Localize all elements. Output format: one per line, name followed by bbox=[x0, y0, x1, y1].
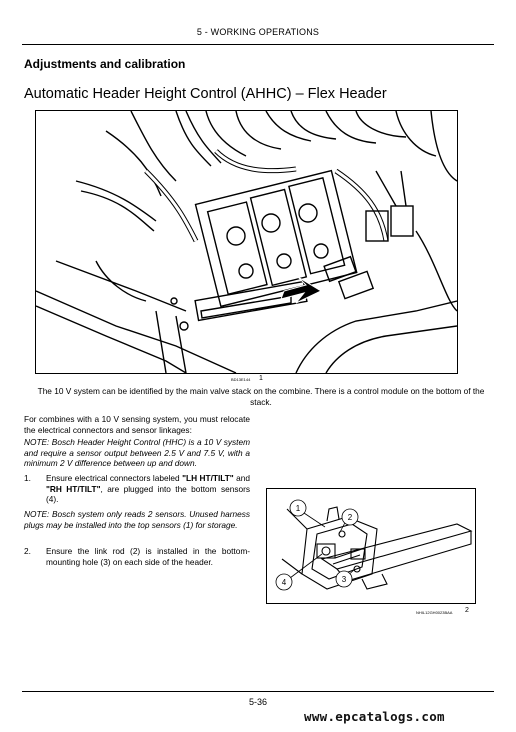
note-bosch-sensors: NOTE: Bosch system only reads 2 sensors. Unused harness plugs may be installed into the top sensors (1) for storage. bbox=[24, 509, 250, 530]
figure2-id: NHIL12GH0023BAA bbox=[416, 610, 453, 615]
callout-4: 4 bbox=[281, 578, 287, 587]
step-1-text-c: , are plugged into the bottom sensors (4). bbox=[46, 483, 250, 504]
callout-2: 2 bbox=[347, 513, 353, 522]
figure1-caption: The 10 V system can be identified by the main valve stack on the combine. There is a control module on the bottom of the stack. bbox=[37, 386, 485, 407]
header-rule bbox=[22, 44, 494, 45]
figure2-number: 2 bbox=[465, 607, 469, 614]
watermark: www.epcatalogs.com bbox=[304, 709, 445, 724]
callout-3: 3 bbox=[341, 575, 347, 584]
figure1-number: 1 bbox=[259, 375, 263, 382]
intro-paragraph: For combines with a 10 V sensing system, you must relocate the electrical connectors and sensor linkages: bbox=[24, 414, 250, 435]
callout-1: 1 bbox=[295, 504, 301, 513]
step-2-number: 2. bbox=[24, 546, 31, 556]
valve-stack-illustration bbox=[36, 111, 457, 373]
step-2 bbox=[24, 546, 250, 567]
step-1-text-a: Ensure electrical connectors labeled bbox=[46, 473, 183, 483]
figure-valve-stack bbox=[35, 110, 458, 374]
page-number: 5-36 bbox=[248, 697, 267, 707]
chapter-header: 5 - WORKING OPERATIONS bbox=[196, 27, 320, 37]
step-1 bbox=[24, 473, 250, 505]
section-title: Adjustments and calibration bbox=[24, 57, 186, 71]
figure-sensor-linkage bbox=[266, 488, 476, 604]
page-title: Automatic Header Height Control (AHHC) – Flex Header bbox=[24, 86, 387, 102]
step-2-text: Ensure the link rod (2) is installed in the bottom-mounting hole (3) on each side of the header. bbox=[46, 546, 250, 567]
step-1-bold-rh: "RH HT/TILT" bbox=[46, 483, 101, 494]
step-1-bold-lh: "LH HT/TILT" bbox=[182, 473, 234, 483]
step-1-text-b: and bbox=[233, 473, 250, 483]
footer-rule bbox=[22, 691, 494, 692]
note-bosch-hhc: NOTE: Bosch Header Height Control (HHC) is a 10 V system and require a sensor output between 2.5 V and 7.5 V, with a minimum 2 V difference between up and down. bbox=[24, 437, 250, 468]
arrow-icon bbox=[281, 277, 321, 303]
figure1-id: BD13E144 bbox=[231, 377, 251, 382]
sensor-linkage-illustration bbox=[267, 489, 475, 603]
step-1-number: 1. bbox=[24, 473, 31, 483]
